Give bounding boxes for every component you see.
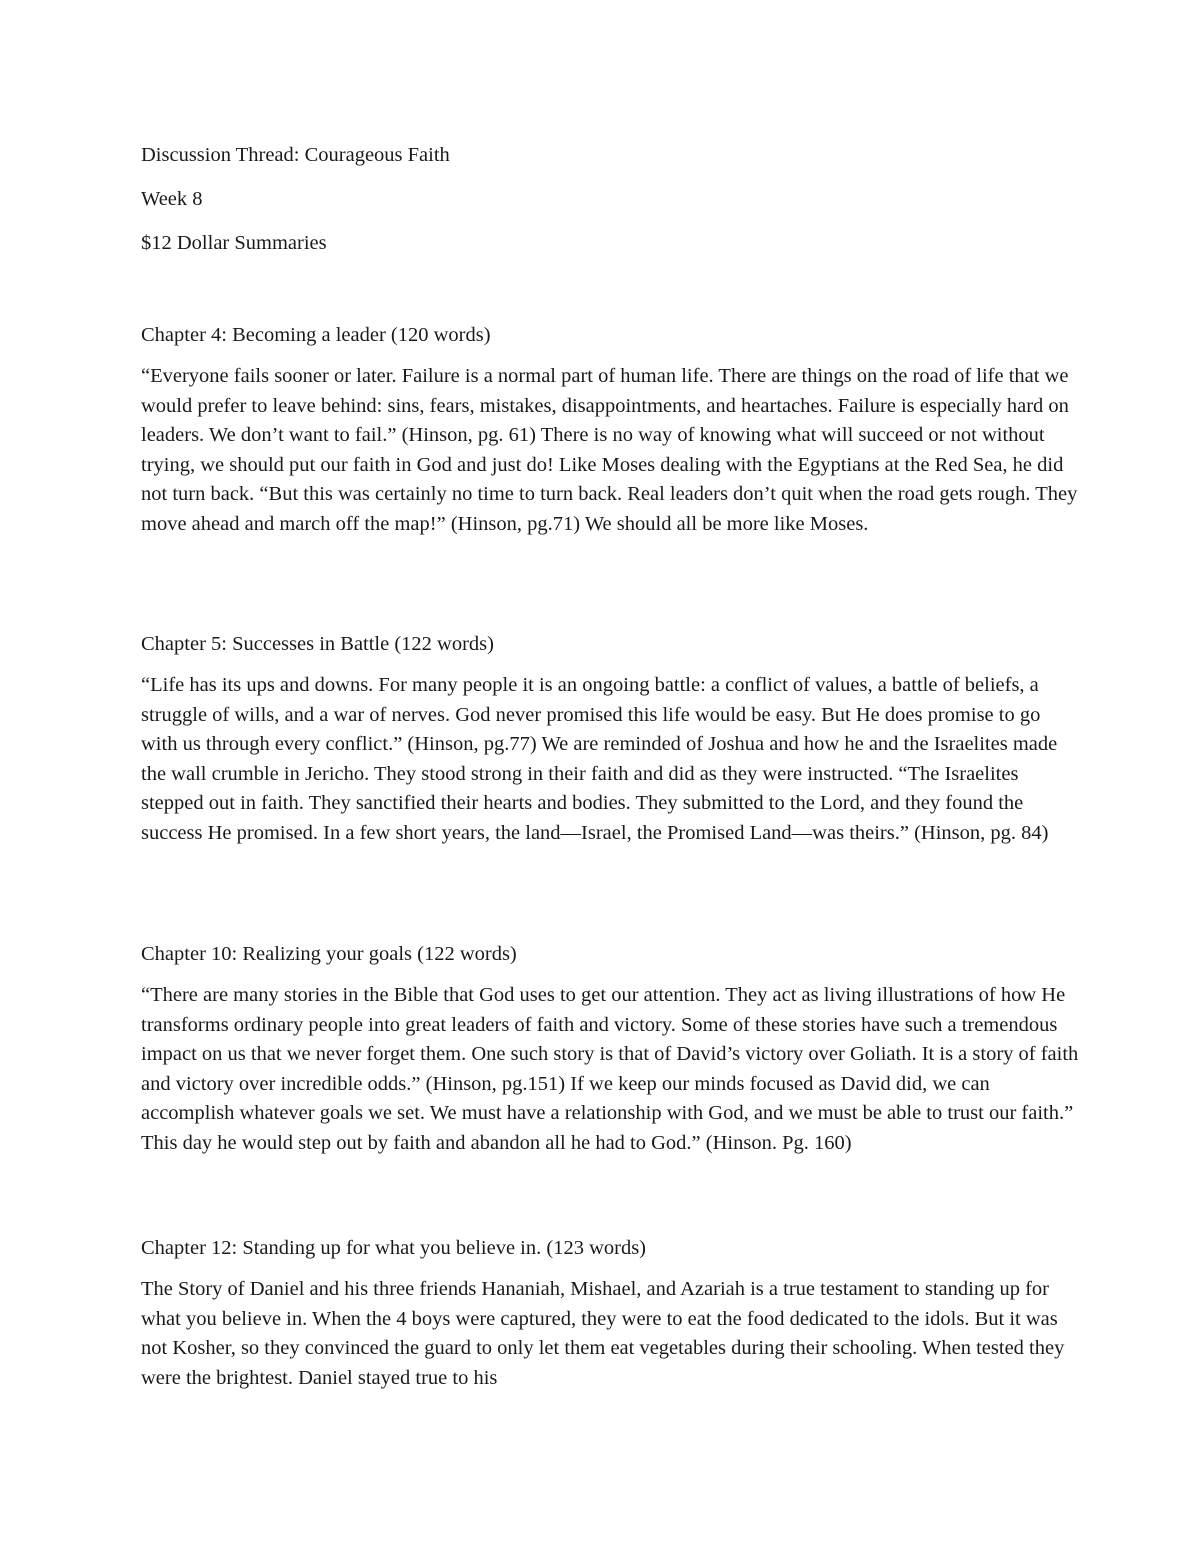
document-title: Discussion Thread: Courageous Faith bbox=[141, 144, 450, 166]
document-week: Week 8 bbox=[141, 188, 203, 210]
section-heading: Chapter 12: Standing up for what you believe in. (123 words) bbox=[141, 1237, 647, 1259]
section-chapter-12 bbox=[141, 1235, 1081, 1393]
section-chapter-10 bbox=[141, 941, 1081, 1158]
document-subtitle: $12 Dollar Summaries bbox=[141, 232, 327, 254]
section-body: “Everyone fails sooner or later. Failure is a normal part of human life. There are things on the road of life that we would prefer to leave behind: sins, fears, mistakes, disappointments, and heartaches. Failure is especially hard on leaders. We don’t want to fail.” (Hinson, pg. 61) There is no way of knowing what will succeed or not without trying, we should put our faith in God and just do! Like Moses dealing with the Egyptians at the Red Sea, he did not turn back. “But this was certainly no time to turn back. Real leaders don’t quit when the road gets rough. They move ahead and march off the map!” (Hinson, pg.71) We should all be more like Moses. bbox=[141, 365, 1078, 535]
section-body: The Story of Daniel and his three friends Hananiah, Mishael, and Azariah is a true testament to standing up for what you believe in. When the 4 boys were captured, they were to eat the food dedicated to the idols. But it was not Kosher, so they convinced the guard to only let them eat vegetables during their schooling. When tested they were the brightest. Daniel stayed true to his bbox=[141, 1278, 1065, 1389]
document-header bbox=[141, 142, 1081, 274]
section-body: “Life has its ups and downs. For many people it is an ongoing battle: a conflict of values, a battle of beliefs, a struggle of wills, and a war of nerves. God never promised this life would be easy. But He does promise to go with us through every conflict.” (Hinson, pg.77) We are reminded of Joshua and how he and the Israelites made the wall crumble in Jericho. They stood strong in their faith and did as they were instructed. “The Israelites stepped out in faith. They sanctified their hearts and bodies. They submitted to the Lord, and they found the success He promised. In a few short years, the land—Israel, the Promised Land—was theirs.” (Hinson, pg. 84) bbox=[141, 674, 1058, 844]
section-chapter-5 bbox=[141, 631, 1081, 848]
section-heading: Chapter 5: Successes in Battle (122 words) bbox=[141, 633, 494, 655]
section-heading: Chapter 10: Realizing your goals (122 words) bbox=[141, 943, 517, 965]
section-body: “There are many stories in the Bible that God uses to get our attention. They act as living illustrations of how He transforms ordinary people into great leaders of faith and victory. Some of these stories have such a tremendous impact on us that we never forget them. One such story is that of David’s victory over Goliath. It is a story of faith and victory over incredible odds.” (Hinson, pg.151) If we keep our minds focused as David did, we can accomplish whatever goals we set. We must have a relationship with God, and we must be able to trust our faith.” This day he would step out by faith and abandon all he had to God.” (Hinson. Pg. 160) bbox=[141, 984, 1079, 1154]
section-heading: Chapter 4: Becoming a leader (120 words) bbox=[141, 324, 491, 346]
section-chapter-4 bbox=[141, 322, 1081, 539]
